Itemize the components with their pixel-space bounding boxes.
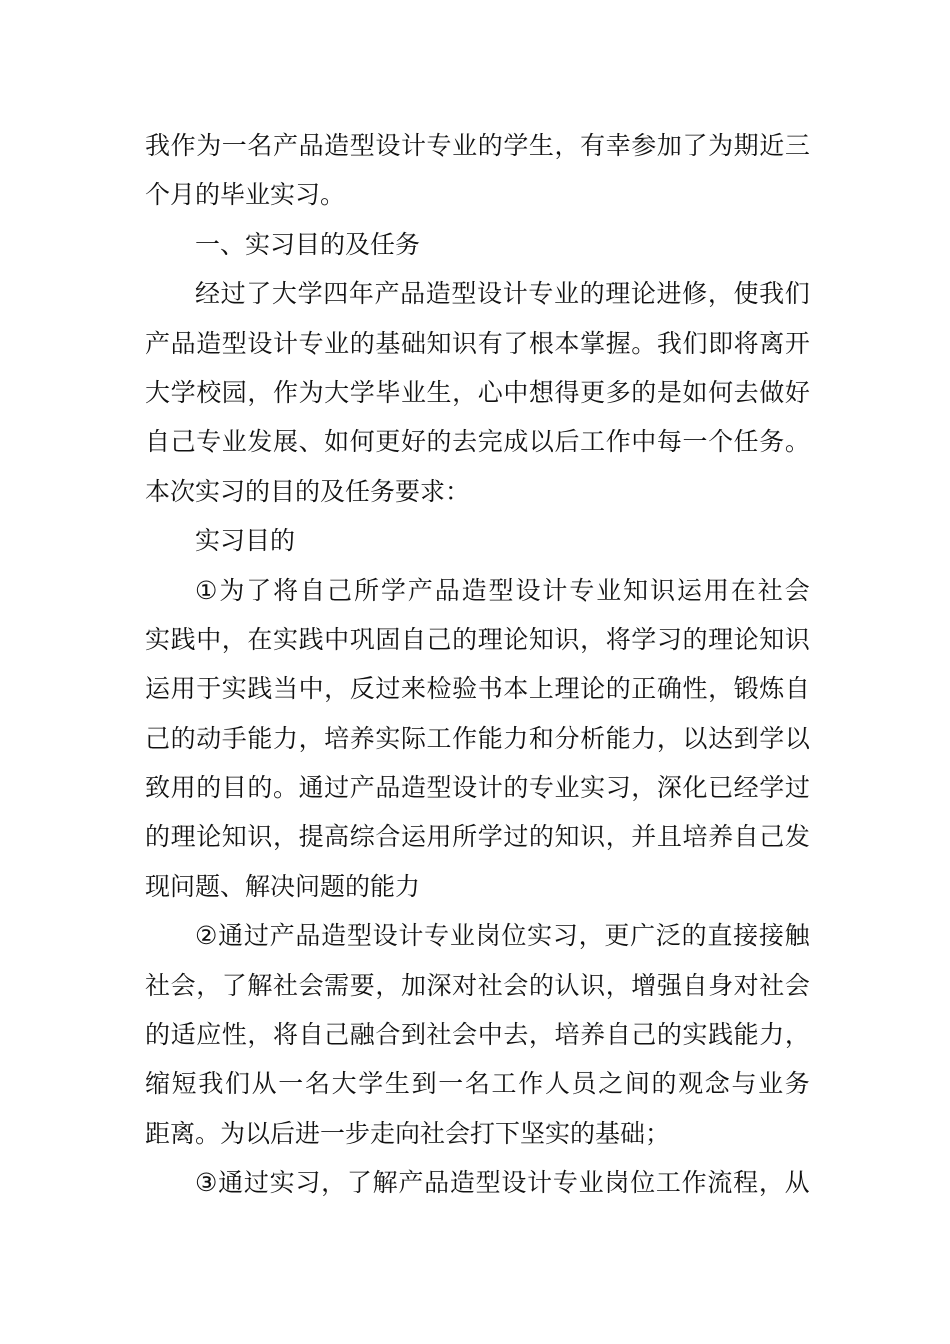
text-line: 经 过 了 大 学 四 年 产 品 造 型 设 计 专 业 的 理 论 进 修 ， 使 我 们: [195, 279, 810, 309]
text-line: 社 会 ， 了 解 社 会 需 要 ， 加 深 对 社 会 的 认 识 ， 增 强 自 身 对 社 会: [145, 970, 810, 1000]
document-page: [145, 121, 810, 1208]
text-line: 己 的 动 手 能 力 ， 培 养 实 际 工 作 能 力 和 分 析 能 力 ， 以 达 到 学 以: [145, 723, 810, 753]
text-line: 运 用 于 实 践 当 中 ， 反 过 来 检 验 书 本 上 理 论 的 正 确 性 ， 锻 炼 自: [145, 674, 810, 704]
text-line: ③ 通 过 实 习 ， 了 解 产 品 造 型 设 计 专 业 岗 位 工 作 流 程 ， 从: [195, 1168, 810, 1198]
text-line: 实习目的: [195, 526, 296, 556]
text-line: ② 通 过 产 品 造 型 设 计 专 业 岗 位 实 习 ， 更 广 泛 的 直 接 接 触: [195, 921, 810, 951]
text-line: 距离。为以后进一步走向社会打下坚实的基础；: [145, 1118, 671, 1148]
text-line: 一、实习目的及任务: [195, 229, 421, 259]
text-line: 实 践 中 ， 在 实 践 中 巩 固 自 己 的 理 论 知 识 ， 将 学 习 的 理 论 知 识: [145, 624, 810, 654]
text-line: ① 为 了 将 自 己 所 学 产 品 造 型 设 计 专 业 知 识 运 用 在 社 会: [195, 575, 810, 605]
text-line: 的 理 论 知 识 ， 提 高 综 合 运 用 所 学 过 的 知 识 ， 并 且 培 养 自 己 发: [145, 822, 810, 852]
text-line: 我 作 为 一 名 产 品 造 型 设 计 专 业 的 学 生 ， 有 幸 参 加 了 为 期 近 三: [145, 131, 810, 160]
text-line: 产 品 造 型 设 计 专 业 的 基 础 知 识 有 了 根 本 掌 握 。 我 们 即 将 离 开: [145, 328, 810, 358]
text-line: 的 适 应 性 ， 将 自 己 融 合 到 社 会 中 去 ， 培 养 自 己 的 实 践 能 力 ，: [145, 1020, 810, 1050]
text-line: 现问题、解决问题的能力: [145, 871, 421, 901]
text-line: 致 用 的 目 的 。 通 过 产 品 造 型 设 计 的 专 业 实 习 ， 深 化 已 经 学 过: [145, 773, 810, 803]
text-line: 自 己 专 业 发 展 、 如 何 更 好 的 去 完 成 以 后 工 作 中 每 一 个 任 务 。: [145, 427, 810, 457]
text-line: 缩 短 我 们 从 一 名 大 学 生 到 一 名 工 作 人 员 之 间 的 观 念 与 业 务: [145, 1069, 810, 1099]
text-line: 个月的毕业实习。: [145, 180, 346, 210]
text-line: 大 学 校 园 ， 作 为 大 学 毕 业 生 ， 心 中 想 得 更 多 的 是 如 何 去 做 好: [145, 377, 810, 407]
text-line: 本次实习的目的及任务要求：: [145, 476, 471, 506]
